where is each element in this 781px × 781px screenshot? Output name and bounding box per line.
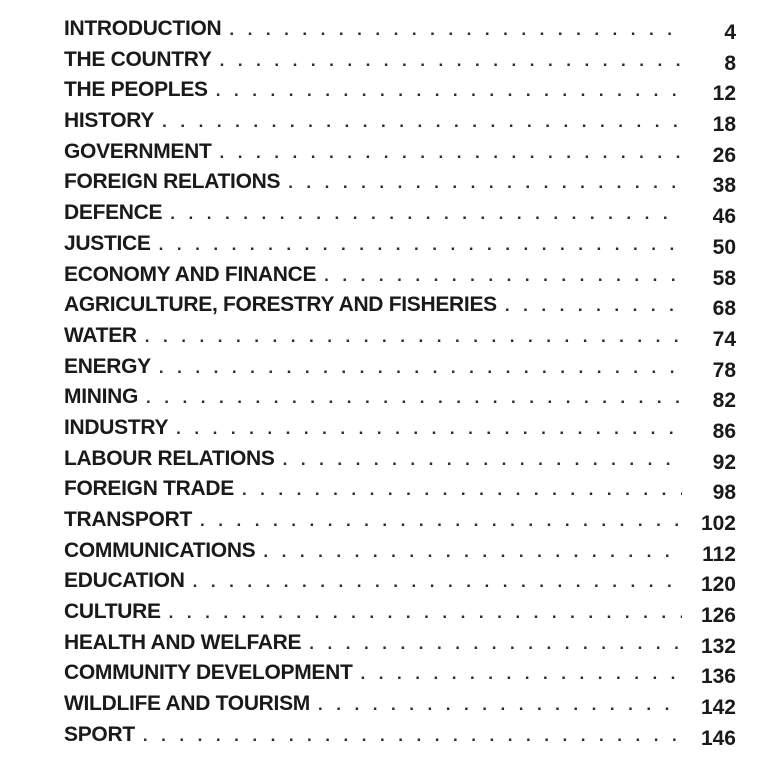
toc-entry[interactable]: [64, 14, 736, 45]
dot-leader: [145, 322, 682, 352]
toc-entry[interactable]: [64, 382, 736, 413]
toc-entry-page: 68: [712, 297, 736, 321]
dot-leader: [324, 261, 682, 291]
toc-entry[interactable]: [64, 229, 736, 260]
toc-entry[interactable]: [64, 566, 736, 597]
toc-entry[interactable]: [64, 45, 736, 76]
toc-entry-title: INDUSTRY: [64, 415, 169, 439]
toc-entry[interactable]: [64, 536, 736, 567]
toc-entry-page: 82: [712, 389, 736, 413]
toc-entry-title: JUSTICE: [64, 231, 151, 255]
dot-leader: [220, 138, 682, 168]
toc-entry-title: ENERGY: [64, 354, 151, 378]
toc-entry-title: HEALTH AND WELFARE: [64, 630, 302, 654]
toc-entry-page: 146: [700, 726, 736, 750]
toc-entry-title: SPORT: [64, 722, 135, 746]
toc-entry[interactable]: [64, 137, 736, 168]
toc-entry[interactable]: [64, 444, 736, 475]
dot-leader: [229, 15, 682, 45]
toc-entry[interactable]: [64, 689, 736, 720]
toc-entry-page: 78: [712, 358, 736, 382]
toc-entry[interactable]: [64, 352, 736, 383]
dot-leader: [159, 230, 682, 260]
dot-leader: [176, 414, 682, 444]
toc-entry-page: 12: [712, 82, 736, 106]
toc-entry-title: AGRICULTURE, FORESTRY AND FISHERIES: [64, 293, 497, 317]
toc-entry-title: HISTORY: [64, 109, 155, 133]
dot-leader: [200, 506, 682, 536]
toc-entry[interactable]: [64, 474, 736, 505]
dot-leader: [283, 445, 682, 475]
toc-entry-title: COMMUNICATIONS: [64, 538, 256, 562]
dot-leader: [220, 46, 682, 76]
toc-entry[interactable]: [64, 106, 736, 137]
toc-entry-page: 136: [700, 665, 736, 689]
toc-entry-title: THE PEOPLES: [64, 78, 208, 102]
toc-entry-page: 46: [712, 205, 736, 229]
dot-leader: [309, 629, 682, 659]
toc-entry[interactable]: [64, 260, 736, 291]
dot-leader: [143, 721, 682, 751]
dot-leader: [146, 383, 682, 413]
toc-entry[interactable]: [64, 505, 736, 536]
toc-entry-page: 8: [724, 51, 736, 75]
toc-entry[interactable]: [64, 720, 736, 751]
toc-entry[interactable]: [64, 198, 736, 229]
dot-leader: [263, 537, 682, 567]
toc-entry-page: 74: [712, 327, 736, 351]
toc-entry-title: DEFENCE: [64, 201, 163, 225]
toc-entry-title: FOREIGN RELATIONS: [64, 170, 281, 194]
toc-entry-title: TRANSPORT: [64, 508, 192, 531]
toc-entry-page: 92: [712, 450, 736, 474]
dot-leader: [193, 567, 682, 597]
toc-entry-title: LABOUR RELATIONS: [64, 446, 275, 470]
dot-leader: [361, 659, 683, 689]
toc-entry-page: 58: [712, 266, 736, 290]
toc-entry-page: 112: [702, 542, 736, 566]
toc-entry-page: 126: [700, 604, 736, 628]
toc-entry[interactable]: [64, 290, 736, 321]
toc-entry-page: 120: [700, 573, 736, 597]
toc-entry[interactable]: [64, 628, 736, 659]
toc-entry-title: GOVERNMENT: [64, 139, 212, 163]
toc-entry-title: WATER: [64, 323, 137, 347]
toc-entry-page: 4: [724, 21, 736, 44]
toc-entry-title: THE COUNTRY: [64, 47, 212, 71]
toc-entry-title: INTRODUCTION: [64, 17, 222, 40]
toc-entry-title: CULTURE: [64, 600, 161, 624]
toc-entry[interactable]: [64, 75, 736, 106]
dot-leader: [216, 76, 682, 106]
dot-leader: [505, 291, 682, 321]
dot-leader: [288, 168, 682, 198]
toc-entry-page: 102: [700, 512, 736, 535]
dot-leader: [170, 199, 682, 229]
toc-entry-title: EDUCATION: [64, 569, 185, 593]
toc-entry[interactable]: [64, 321, 736, 352]
toc-entry-page: 18: [712, 113, 736, 137]
toc-entry-page: 38: [712, 174, 736, 198]
toc-entry-title: WILDLIFE AND TOURISM: [64, 692, 310, 716]
toc-entry-title: MINING: [64, 385, 139, 409]
dot-leader: [159, 353, 682, 383]
dot-leader: [242, 475, 682, 505]
dot-leader: [318, 690, 682, 720]
toc-entry-title: FOREIGN TRADE: [64, 477, 234, 501]
toc-entry[interactable]: [64, 413, 736, 444]
toc-entry[interactable]: [64, 597, 736, 628]
toc-entry-page: 86: [712, 419, 736, 443]
dot-leader: [162, 107, 682, 137]
toc-entry-page: 26: [712, 143, 736, 167]
toc-entry[interactable]: [64, 167, 736, 198]
toc-entry-title: COMMUNITY DEVELOPMENT: [64, 661, 353, 685]
toc-entry-page: 98: [712, 481, 736, 505]
dot-leader: [169, 598, 682, 628]
toc-entry[interactable]: [64, 658, 736, 689]
toc-entry-title: ECONOMY AND FINANCE: [64, 262, 317, 286]
toc-entry-page: 50: [712, 235, 736, 259]
toc-entry-page: 132: [700, 634, 736, 658]
table-of-contents: [64, 14, 736, 751]
toc-entry-page: 142: [700, 696, 736, 720]
